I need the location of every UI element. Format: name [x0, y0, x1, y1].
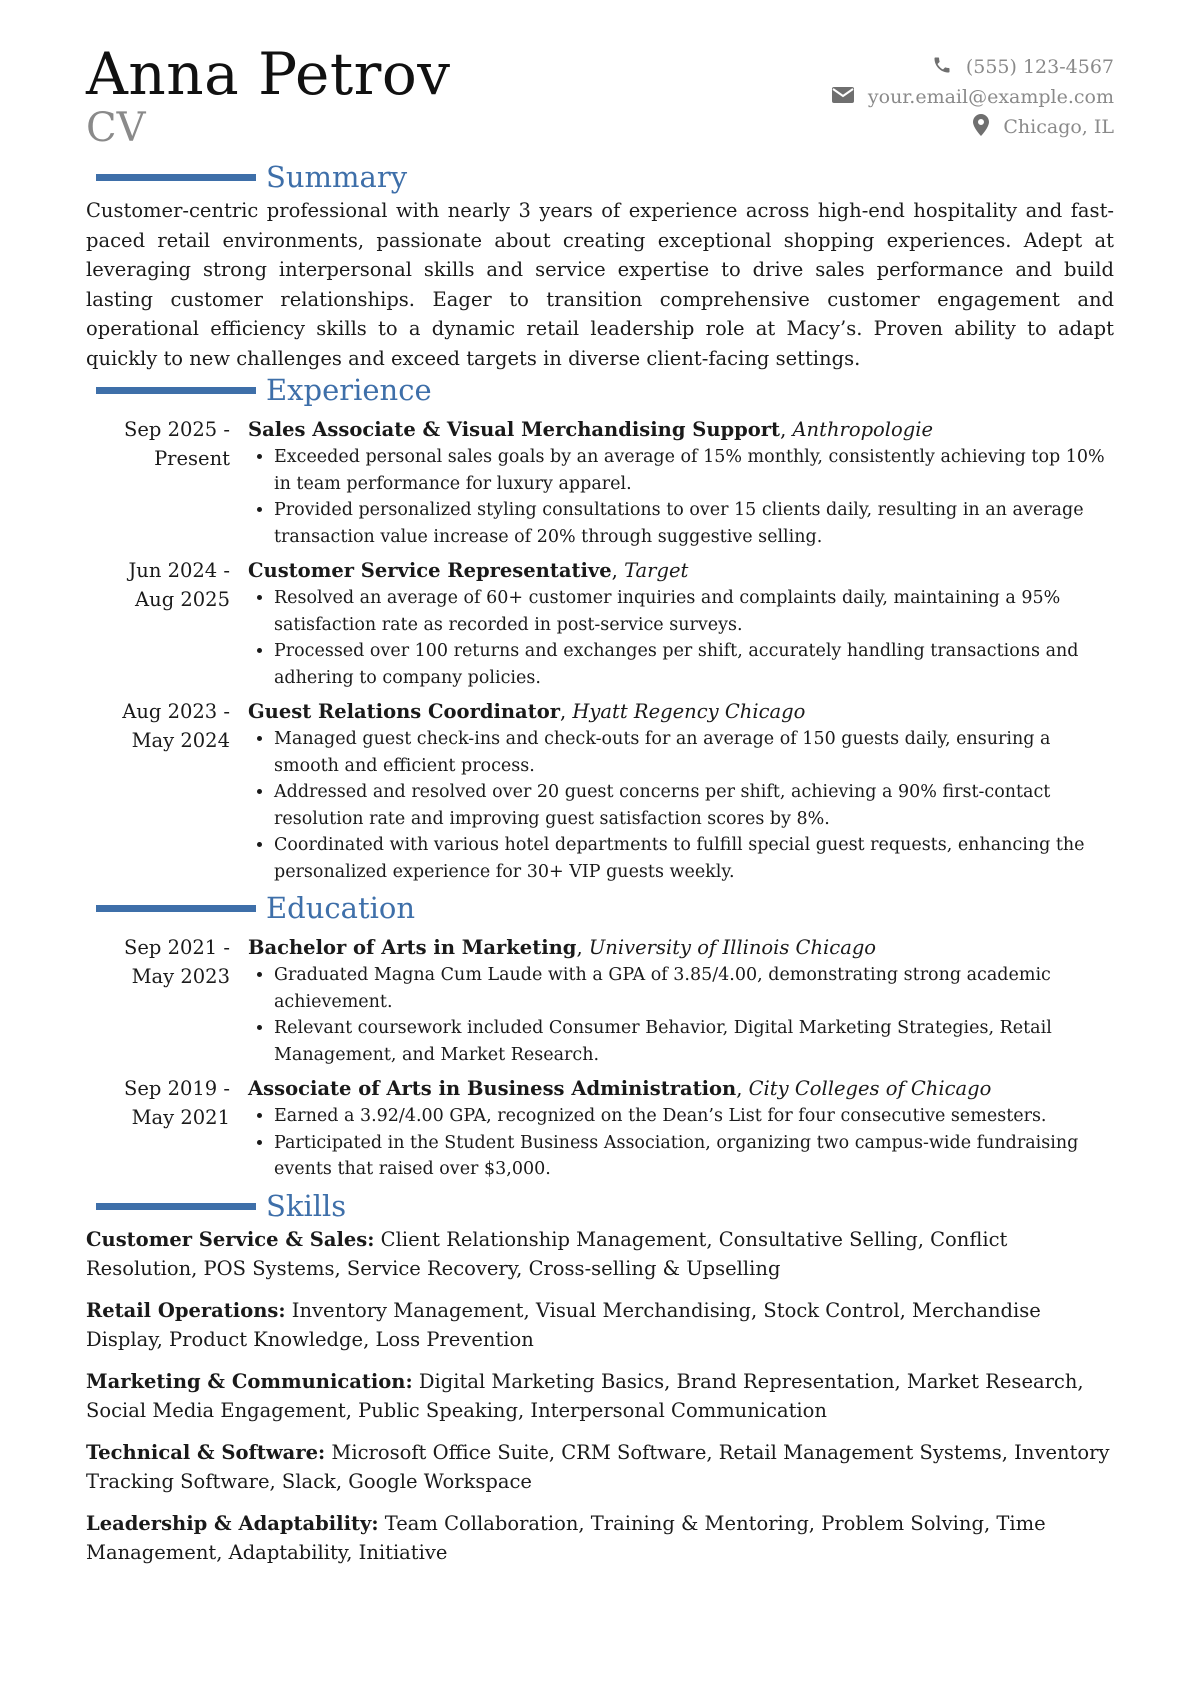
envelope-icon: [832, 86, 868, 108]
entry-date: Sep 2021 - May 2023: [124, 936, 230, 988]
entry-title: [248, 697, 1114, 726]
skill-category: Technical & Software:: [86, 1440, 326, 1464]
entry: [86, 415, 1114, 550]
skill-list: Team Collaboration, Training & Mentoring, Problem Solving, Time Management, Adaptability, Initiative: [86, 1511, 1046, 1564]
section-summary-heading: [86, 162, 1114, 196]
cv-header: [86, 42, 1114, 160]
entry-role: Customer Service Representative: [248, 559, 612, 582]
section-title: Education: [266, 891, 416, 925]
skill-group: [86, 1225, 1114, 1284]
entry-organization: Anthropologie: [792, 418, 934, 441]
contact-info: [832, 52, 1114, 142]
entry-body: [248, 697, 1114, 885]
skill-list: Digital Marketing Basics, Brand Representation, Market Research, Social Media Engagement, Public Speaking, Interpersonal Communication: [86, 1369, 1084, 1422]
document-subtitle: CV: [86, 105, 146, 151]
map-pin-icon: [973, 114, 1003, 141]
section-education-heading: [86, 893, 1114, 927]
entry-bullets: [248, 585, 1114, 691]
entry-date: Aug 2023 - May 2024: [122, 700, 230, 752]
email-address[interactable]: your.email@example.com: [867, 86, 1114, 108]
skills-list: [86, 1225, 1114, 1568]
entry-date: Jun 2024 - Aug 2025: [128, 559, 230, 611]
entry-title: [248, 556, 1114, 585]
bullet-item: • Relevant coursework included Consumer Behavior, Digital Marketing Strategies, Retail Management, and Market Research.: [274, 1015, 1114, 1068]
skill-category: Retail Operations:: [86, 1298, 286, 1322]
entry-date: Sep 2025 - Present: [124, 418, 230, 470]
entry-body: [248, 415, 1114, 550]
entry-organization: Hyatt Regency Chicago: [572, 700, 806, 723]
contact-location: [832, 112, 1114, 142]
bullet-item: • Provided personalized styling consultations to over 15 clients daily, resulting in an average transaction value increase of 20% through suggestive selling.: [274, 497, 1114, 550]
skill-group: [86, 1438, 1114, 1497]
entry-bullets: [248, 962, 1114, 1068]
entry-body: [248, 933, 1114, 1068]
education-list: [86, 933, 1114, 1183]
section-accent-bar: [96, 905, 256, 912]
entry-bullets: [248, 726, 1114, 885]
skill-category: Customer Service & Sales:: [86, 1227, 375, 1251]
entry: [86, 697, 1114, 885]
summary-text: Customer-centric professional with nearly 3 years of experience across high-end hospitality and fast-paced retail environments, passionate about creating exceptional shopping experiences. Adept at leveraging strong interpersonal skills and service expertise to drive sales performance and build lasting customer relationships. Eager to transition comprehensive customer engagement and operational efficiency skills to a dynamic retail leadership role at Macy’s. Proven ability to adapt quickly to new challenges and exceed targets in diverse client-facing settings.: [86, 199, 1114, 370]
entry-title: [248, 415, 1114, 444]
separator: ,: [559, 700, 573, 723]
phone-number[interactable]: (555) 123-4567: [965, 56, 1114, 78]
entry-title: [248, 933, 1114, 962]
section-accent-bar: [96, 387, 256, 394]
contact-phone: [832, 52, 1114, 82]
bullet-item: • Earned a 3.92/4.00 GPA, recognized on the Dean’s List for four consecutive semesters.: [274, 1103, 1114, 1130]
skill-list: Microsoft Office Suite, CRM Software, Retail Management Systems, Inventory Tracking Software, Slack, Google Workspace: [86, 1440, 1110, 1493]
entry-role: Bachelor of Arts in Marketing: [248, 936, 577, 959]
section-accent-bar: [96, 1203, 256, 1210]
candidate-name: Anna Petrov: [86, 40, 451, 108]
entry-role: Guest Relations Coordinator: [248, 700, 560, 723]
section-title: Summary: [266, 160, 408, 194]
skill-category: Leadership & Adaptability:: [86, 1511, 379, 1535]
entry: [86, 1074, 1114, 1183]
entry-date: Sep 2019 - May 2021: [124, 1077, 230, 1129]
entry-organization: Target: [624, 559, 689, 582]
separator: ,: [611, 559, 625, 582]
bullet-item: • Addressed and resolved over 20 guest concerns per shift, achieving a 90% first-contact resolution rate and improving guest satisfaction scores by 8%.: [274, 779, 1114, 832]
bullet-item: • Managed guest check-ins and check-outs for an average of 150 guests daily, ensuring a smooth and efficient process.: [274, 726, 1114, 779]
section-experience-heading: [86, 375, 1114, 409]
section-accent-bar: [96, 174, 256, 181]
bullet-item: • Participated in the Student Business Association, organizing two campus-wide fundraising events that raised over $3,000.: [274, 1130, 1114, 1183]
entry-bullets: [248, 444, 1114, 550]
contact-email: [832, 82, 1114, 112]
separator: ,: [576, 936, 589, 959]
entry-body: [248, 556, 1114, 691]
skill-list: Inventory Management, Visual Merchandising, Stock Control, Merchandise Display, Product Knowledge, Loss Prevention: [86, 1298, 1041, 1351]
bullet-item: • Resolved an average of 60+ customer inquiries and complaints daily, maintaining a 95% satisfaction rate as recorded in post-service surveys.: [274, 585, 1114, 638]
experience-list: [86, 415, 1114, 885]
phone-icon: [932, 55, 966, 80]
entry-organization: University of Illinois Chicago: [588, 936, 877, 959]
entry-bullets: [248, 1103, 1114, 1183]
entry-organization: City Colleges of Chicago: [748, 1077, 992, 1100]
bullet-item: • Coordinated with various hotel departments to fulfill special guest requests, enhancing the personalized experience for 30+ VIP guests weekly.: [274, 832, 1114, 885]
section-title: Experience: [266, 373, 432, 407]
bullet-item: • Exceeded personal sales goals by an average of 15% monthly, consistently achieving top 10% in team performance for luxury apparel.: [274, 444, 1114, 497]
skill-group: [86, 1296, 1114, 1355]
section-title: Skills: [266, 1188, 347, 1223]
entry: [86, 933, 1114, 1068]
entry-role: Associate of Arts in Business Administration: [248, 1077, 737, 1100]
skill-group: [86, 1367, 1114, 1426]
separator: ,: [736, 1077, 749, 1100]
cv-page: [86, 42, 1114, 1580]
entry: [86, 556, 1114, 691]
bullet-item: • Processed over 100 returns and exchanges per shift, accurately handling transactions and adhering to company policies.: [274, 638, 1114, 691]
entry-title: [248, 1074, 1114, 1103]
skill-category: Marketing & Communication:: [86, 1369, 413, 1393]
skill-list: Client Relationship Management, Consultative Selling, Conflict Resolution, POS Systems, Service Recovery, Cross-selling & Upselling: [86, 1227, 1008, 1280]
entry-body: [248, 1074, 1114, 1183]
section-skills-heading: [86, 1188, 1114, 1225]
separator: ,: [780, 418, 793, 441]
location-text: Chicago, IL: [1003, 116, 1114, 138]
entry-role: Sales Associate & Visual Merchandising Support: [248, 418, 781, 441]
bullet-item: • Graduated Magna Cum Laude with a GPA of 3.85/4.00, demonstrating strong academic achievement.: [274, 962, 1114, 1015]
skill-group: [86, 1509, 1114, 1568]
